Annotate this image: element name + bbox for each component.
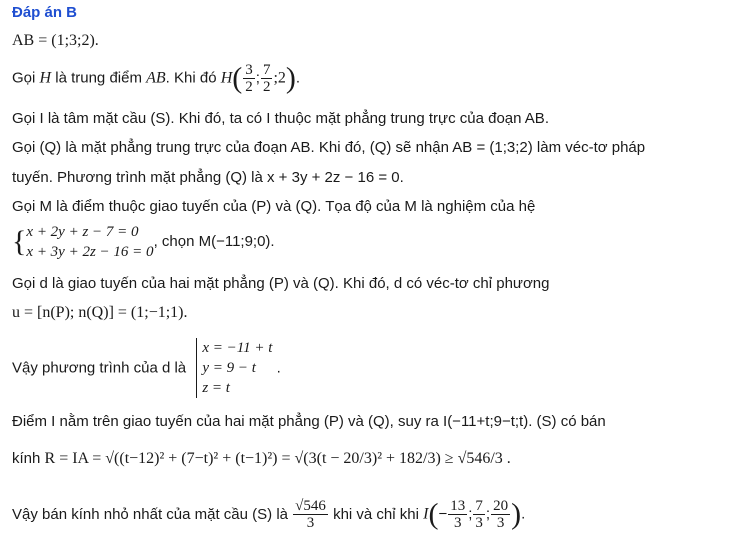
direction-vector: u = [n(P); n(Q)] = (1;−1;1). bbox=[12, 304, 188, 321]
midpoint-line: Gọi H là trung điểm AB. Khi đó H( $\frac{3}{2}$ ; $\frac{7}{2}$ ;2). bbox=[12, 61, 301, 95]
center-line: Gọi I là tâm mặt cầu (S). Khi đó, ta có I thuộc mặt phẳng trung trực của đoạn AB. bbox=[12, 110, 549, 127]
min-radius-line: Vậy bán kính nhỏ nhất của mặt cầu (S) là $\frac{√546}{3}$ khi và chỉ khi I(− $\frac{13}{3}$ ; $\frac{7}{3}$ ; $\frac{20}{3}$ ). bbox=[12, 497, 526, 531]
H-y-frac: $\frac{7}{2}$ bbox=[262, 62, 271, 95]
line-d-equation: Vậy phương trình của d là x = −11 + t y = 9 − t z = t . bbox=[12, 340, 281, 396]
line-d-text: Gọi d là giao tuyến của hai mặt phẳng (P) và (Q). Khi đó, d có véc-tơ chỉ phương bbox=[12, 275, 550, 292]
plane-Q-line: Gọi (Q) là mặt phẳng trung trực của đoạn AB. Khi đó, (Q) sẽ nhận AB = (1;3;2) làm véc-tơ pháp bbox=[12, 139, 646, 156]
point-M-line: Gọi M là điểm thuộc giao tuyến của (P) và (Q). Tọa độ của M là nghiệm của hệ bbox=[12, 198, 536, 215]
radius-expression: R = IA = √((t−12)² + (7−t)² + (t−1)²) = √(3(t − 20/3)² + 182/3) ≥ √546/3 . bbox=[44, 450, 511, 467]
system-1: { x + 2y + z − 7 = 0 x + 3y + 2z − 16 = 0 , chọn M(−11;9;0). bbox=[12, 224, 275, 260]
ab-vector: AB = (1;3;2). bbox=[12, 32, 99, 49]
H-x-frac: $\frac{3}{2}$ bbox=[245, 62, 253, 95]
plane-Q-equation: tuyến. Phương trình mặt phẳng (Q) là x + 3y + 2z − 16 = 0. bbox=[12, 169, 404, 186]
answer-title: Đáp án B bbox=[12, 4, 78, 21]
point-I-line: Điểm I nằm trên giao tuyến của hai mặt phẳng (P) và (Q), suy ra I(−11+t;9−t;t). (S) có bán bbox=[12, 413, 606, 430]
min-radius-frac: $\frac{√546}{3}$ bbox=[295, 498, 326, 531]
radius-line: kính R = IA = √((t−12)² + (7−t)² + (t−1)²) = √(3(t − 20/3)² + 182/3) ≥ √546/3 . bbox=[12, 450, 511, 467]
H-point: H bbox=[220, 69, 233, 87]
